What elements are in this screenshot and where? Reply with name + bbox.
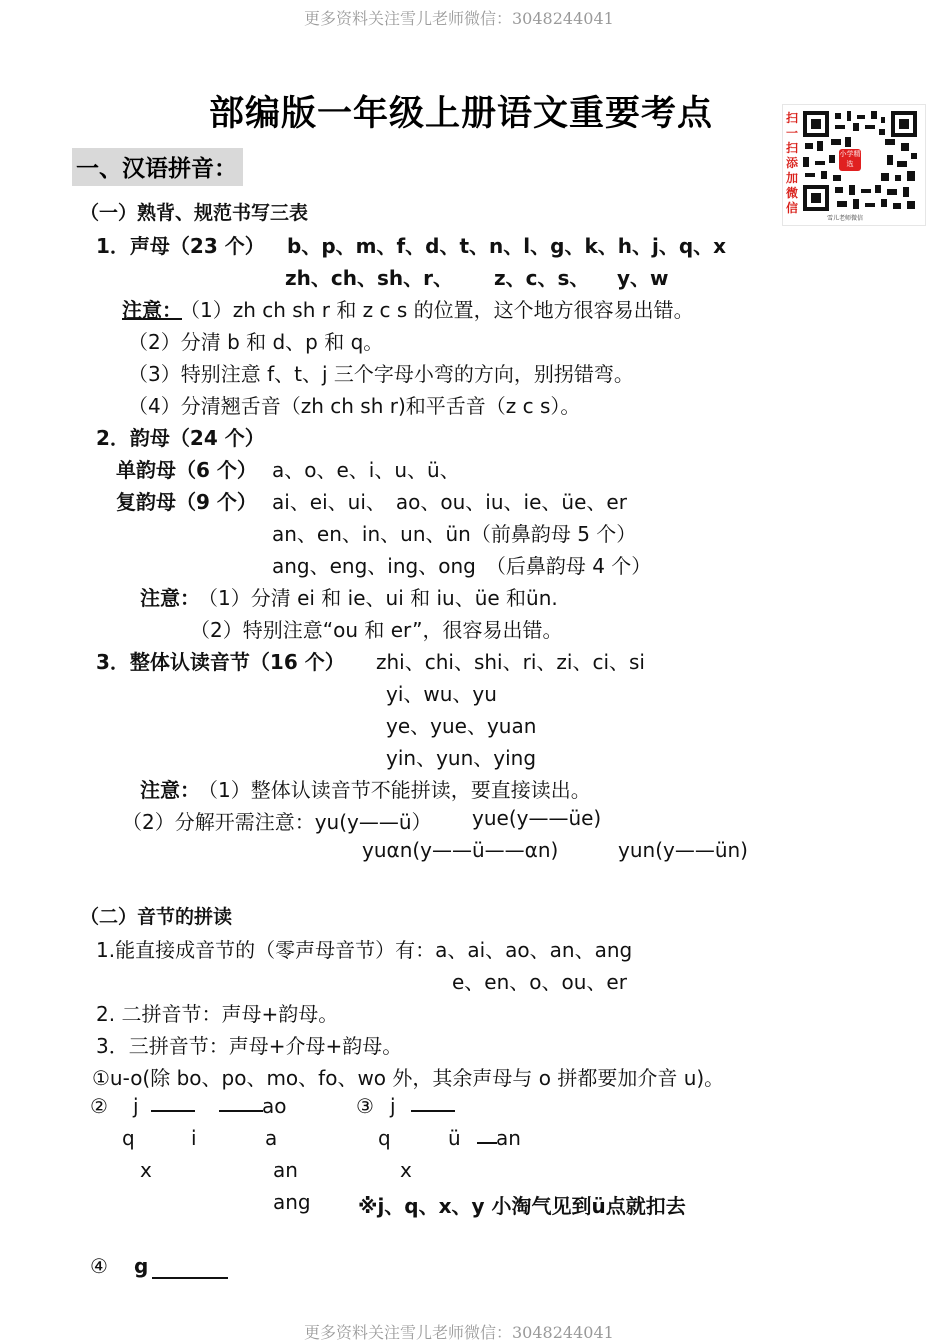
two-part-syllable-line: 2. 二拼音节：声母+韵母。 — [96, 1002, 339, 1026]
initials-row-2c: y、w — [617, 266, 669, 290]
back-nasal-finals: ang、eng、ing、ong （后鼻韵母 4 个） — [272, 554, 652, 578]
initials-row-2a: zh、ch、sh、r、 — [285, 266, 453, 290]
front-nasal-finals: an、en、in、un、ün（前鼻韵母 5 个） — [272, 522, 637, 546]
finals-note-label: 注意： — [140, 586, 200, 610]
qr-badge: 小学精选 — [839, 149, 861, 171]
diagram-i: i — [191, 1126, 197, 1150]
whole-syllables-note-2a: （2）分解开需注意：yu(y——ü） — [122, 810, 432, 834]
diagram-a: a — [265, 1126, 278, 1150]
diagram-q-2: q — [378, 1126, 391, 1150]
initials-row-1: b、p、m、f、d、t、n、l、g、k、h、j、q、x — [287, 234, 727, 258]
diagram-line-5 — [152, 1277, 228, 1279]
compound-finals-label: 复韵母（9 个） — [116, 490, 257, 514]
single-finals: a、o、e、i、u、ü、 — [272, 458, 460, 482]
qr-code[interactable] — [782, 104, 926, 226]
initials-row-2b: z、c、s、 — [494, 266, 590, 290]
diagram-x-2: x — [400, 1158, 412, 1182]
diagram-marker-4: ④ — [90, 1254, 108, 1278]
page-footer-watermark: 更多资料关注雪儿老师微信：3048244041 — [304, 1323, 614, 1342]
u-o-rule-line: ①u-o(除 bo、po、mo、fo、wo 外，其余声母与 o 拼都要加介音 u)。 — [92, 1066, 725, 1090]
diagram-q-1: q — [122, 1126, 135, 1150]
initials-label: 1．声母（23 个） — [96, 234, 265, 258]
whole-syllables-note-2d: yun(y——ün) — [618, 838, 748, 862]
initials-note-3: （3）特别注意 f、t、j 三个字母小弯的方向，别拐错弯。 — [128, 362, 634, 386]
zero-initial-line: 1.能直接成音节的（零声母音节）有：a、ai、ao、an、ang — [96, 938, 633, 962]
initials-note-2: （2）分清 b 和 d、p 和 q。 — [128, 330, 384, 354]
diagram-ao: ao — [262, 1094, 287, 1118]
whole-syllables-row-3: ye、yue、yuan — [386, 714, 537, 738]
part2-heading: （二）音节的拼读 — [80, 906, 233, 928]
part1-heading: （一）熟背、规范书写三表 — [80, 202, 309, 224]
whole-syllables-row-1: zhi、chi、shi、ri、zi、ci、si — [376, 650, 645, 674]
whole-syllables-label: 3．整体认读音节（16 个） — [96, 650, 345, 674]
zero-initial-line-2: e、en、o、ou、er — [452, 970, 627, 994]
diagram-an: an — [273, 1158, 298, 1182]
diagram-line-4 — [477, 1142, 497, 1144]
diagram-ang: ang — [273, 1190, 311, 1214]
page-header-watermark: 更多资料关注雪儿老师微信：3048244041 — [304, 9, 614, 28]
initials-note-4: （4）分清翘舌音（zh ch sh r)和平舌音（z c s）。 — [128, 394, 581, 418]
qr-caption: 雪儿老师微信 — [827, 215, 864, 222]
diagram-marker-3: ③ — [356, 1094, 374, 1118]
whole-syllables-row-4: yin、yun、ying — [386, 746, 537, 770]
jqxy-rule: ※j、q、x、y 小淘气见到ü点就扣去 — [358, 1194, 686, 1218]
section-heading-pinyin: 一、汉语拼音： — [72, 148, 243, 186]
finals-note-1: （1）分清 ei 和 ie、ui 和 iu、üe 和ün. — [198, 586, 558, 610]
diagram-marker-2: ② — [90, 1094, 108, 1118]
whole-syllables-note-1: （1）整体认读音节不能拼读，要直接读出。 — [198, 778, 591, 802]
whole-syllables-note-2c: yuαn(y——ü——αn) — [362, 838, 559, 862]
diagram-line-2 — [219, 1110, 263, 1112]
initials-note-label: 注意： — [122, 298, 182, 322]
diagram-x-1: x — [140, 1158, 152, 1182]
diagram-line-1 — [151, 1110, 195, 1112]
whole-syllables-note-label: 注意： — [140, 778, 200, 802]
diagram-an-2: an — [496, 1126, 521, 1150]
diagram-j-1: j — [133, 1094, 139, 1118]
compound-finals: ai、ei、ui、 ao、ou、iu、ie、üe、er — [272, 490, 627, 514]
finals-label: 2．韵母（24 个） — [96, 426, 265, 450]
diagram-line-3 — [411, 1110, 455, 1112]
finals-note-2: （2）特别注意“ou 和 er”，很容易出错。 — [190, 618, 563, 642]
single-finals-label: 单韵母（6 个） — [116, 458, 257, 482]
initials-note-1: （1）zh ch sh r 和 z c s 的位置，这个地方很容易出错。 — [180, 298, 694, 322]
qr-side-label: 扫一扫添加微信 — [785, 111, 798, 215]
page-title: 部编版一年级上册语文重要考点 — [209, 94, 714, 134]
diagram-u-umlaut: ü — [448, 1126, 461, 1150]
whole-syllables-note-2b: yue(y——üe) — [472, 806, 602, 830]
diagram-j-2: j — [390, 1094, 396, 1118]
whole-syllables-row-2: yi、wu、yu — [386, 682, 497, 706]
three-part-syllable-line: 3．三拼音节：声母+介母+韵母。 — [96, 1034, 403, 1058]
diagram-g: g — [134, 1254, 149, 1278]
